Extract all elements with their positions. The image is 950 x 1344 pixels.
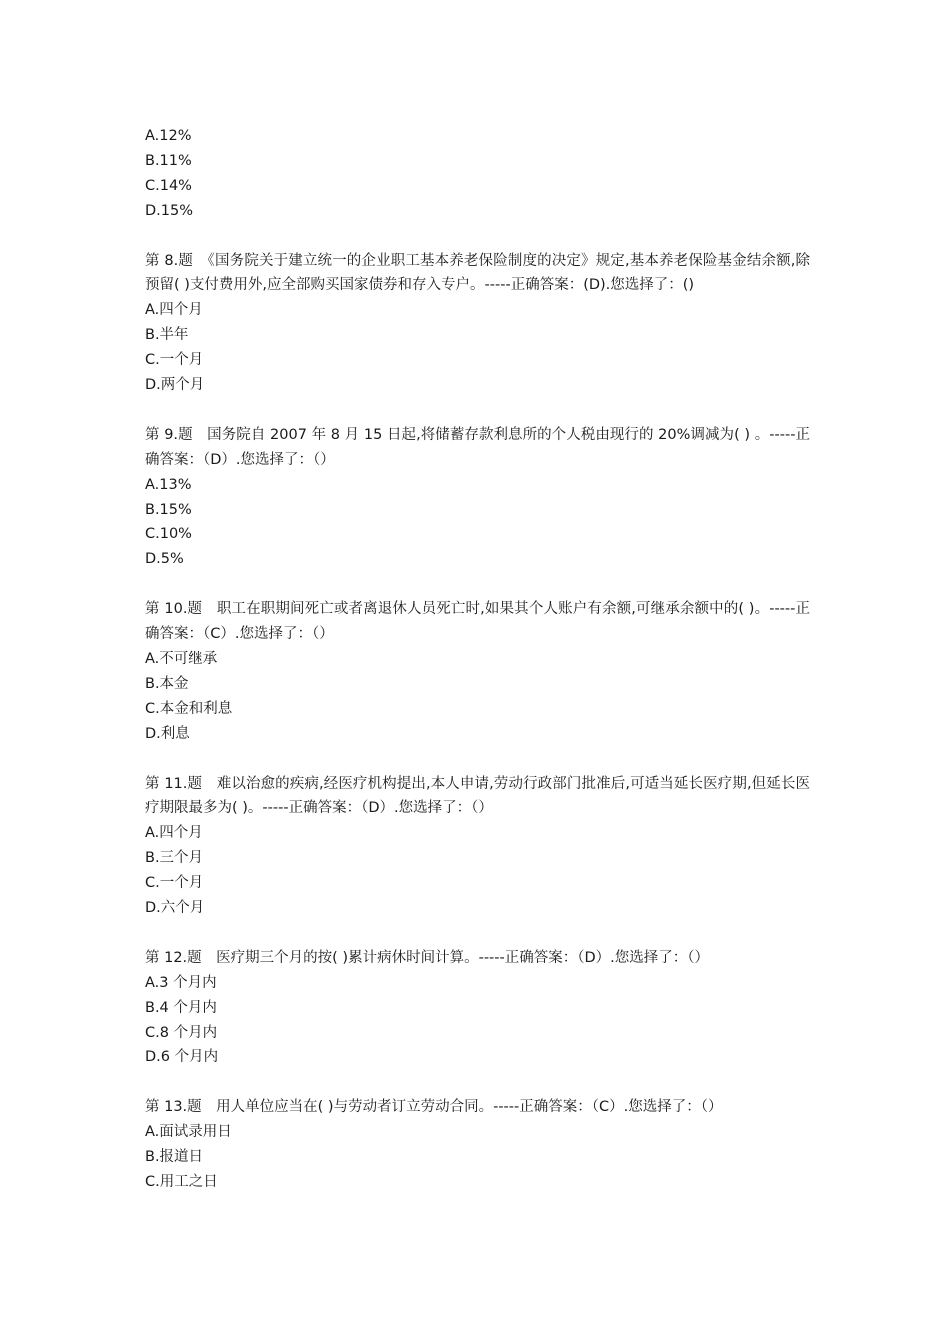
option-c: C.本金和利息 (145, 700, 233, 717)
option-c: C.一个月 (145, 875, 204, 892)
option-b: B.15% (145, 501, 192, 518)
question-9 (145, 423, 810, 572)
spacer (145, 398, 810, 423)
option-d: D.6 个月内 (145, 1049, 219, 1066)
option-d: D.利息 (145, 725, 190, 742)
option-a: A.不可继承 (145, 650, 218, 667)
option-b: B.三个月 (145, 850, 204, 867)
option-d: D.15% (145, 202, 194, 219)
question-text: 第 10.题 职工在职期间死亡或者离退休人员死亡时,如果其个人账户有余额,可继承余额中的( )。-----正确答案：（C）.您选择了：（） (145, 601, 810, 643)
option-c: C.用工之日 (145, 1173, 218, 1190)
question-text: 第 13.题 用人单位应当在( )与劳动者订立劳动合同。-----正确答案：（C）.您选择了：（） (145, 1099, 723, 1116)
option-b: B.本金 (145, 675, 189, 692)
option-b: B.11% (145, 152, 192, 169)
option-c: C.14% (145, 177, 192, 194)
question-12 (145, 946, 810, 1071)
question-13 (145, 1095, 810, 1195)
option-d: D.两个月 (145, 377, 205, 394)
spacer (145, 572, 810, 597)
question-text: 第 12.题 医疗期三个月的按( )累计病休时间计算。-----正确答案：（D）.您选择了：（） (145, 949, 710, 966)
option-c: C.10% (145, 526, 192, 543)
question-11 (145, 772, 810, 921)
option-a: A.四个月 (145, 825, 203, 842)
option-d: D.5% (145, 551, 184, 568)
option-c: C.一个月 (145, 352, 204, 369)
question-text: 第 9.题 国务院自 2007 年 8 月 15 日起,将储蓄存款利息所的个人税由现行的 20%调减为( ) 。-----正确答案：（D）.您选择了：（） (145, 426, 810, 468)
question-text: 第 11.题 难以治愈的疾病,经医疗机构提出,本人申请,劳动行政部门批准后,可适当延长医疗期,但延长医疗期限最多为( )。-----正确答案：（D）.您选择了：（） (145, 775, 810, 817)
spacer (145, 1070, 810, 1095)
option-b: B.半年 (145, 327, 189, 344)
option-b: B.报道日 (145, 1149, 204, 1166)
option-a: A.13% (145, 476, 192, 493)
option-a: A.面试录用日 (145, 1124, 232, 1141)
option-b: B.4 个月内 (145, 999, 217, 1016)
option-a: A.3 个月内 (145, 974, 217, 991)
option-d: D.六个月 (145, 900, 205, 917)
option-a: A.四个月 (145, 302, 203, 319)
spacer (145, 224, 810, 249)
question-10 (145, 597, 810, 746)
document-page (145, 124, 810, 1195)
option-c: C.8 个月内 (145, 1024, 218, 1041)
question-8 (145, 249, 810, 398)
question-text: 第 8.题 《国务院关于建立统一的企业职工基本养老保险制度的决定》规定,基本养老保险基金结余额,除预留( )支付费用外,应全部购买国家债券和存入专户。-----正确答案：(D).您选择了：() (145, 252, 810, 294)
option-a: A.12% (145, 128, 192, 144)
spacer (145, 921, 810, 946)
spacer (145, 747, 810, 772)
lead-options (145, 124, 810, 224)
